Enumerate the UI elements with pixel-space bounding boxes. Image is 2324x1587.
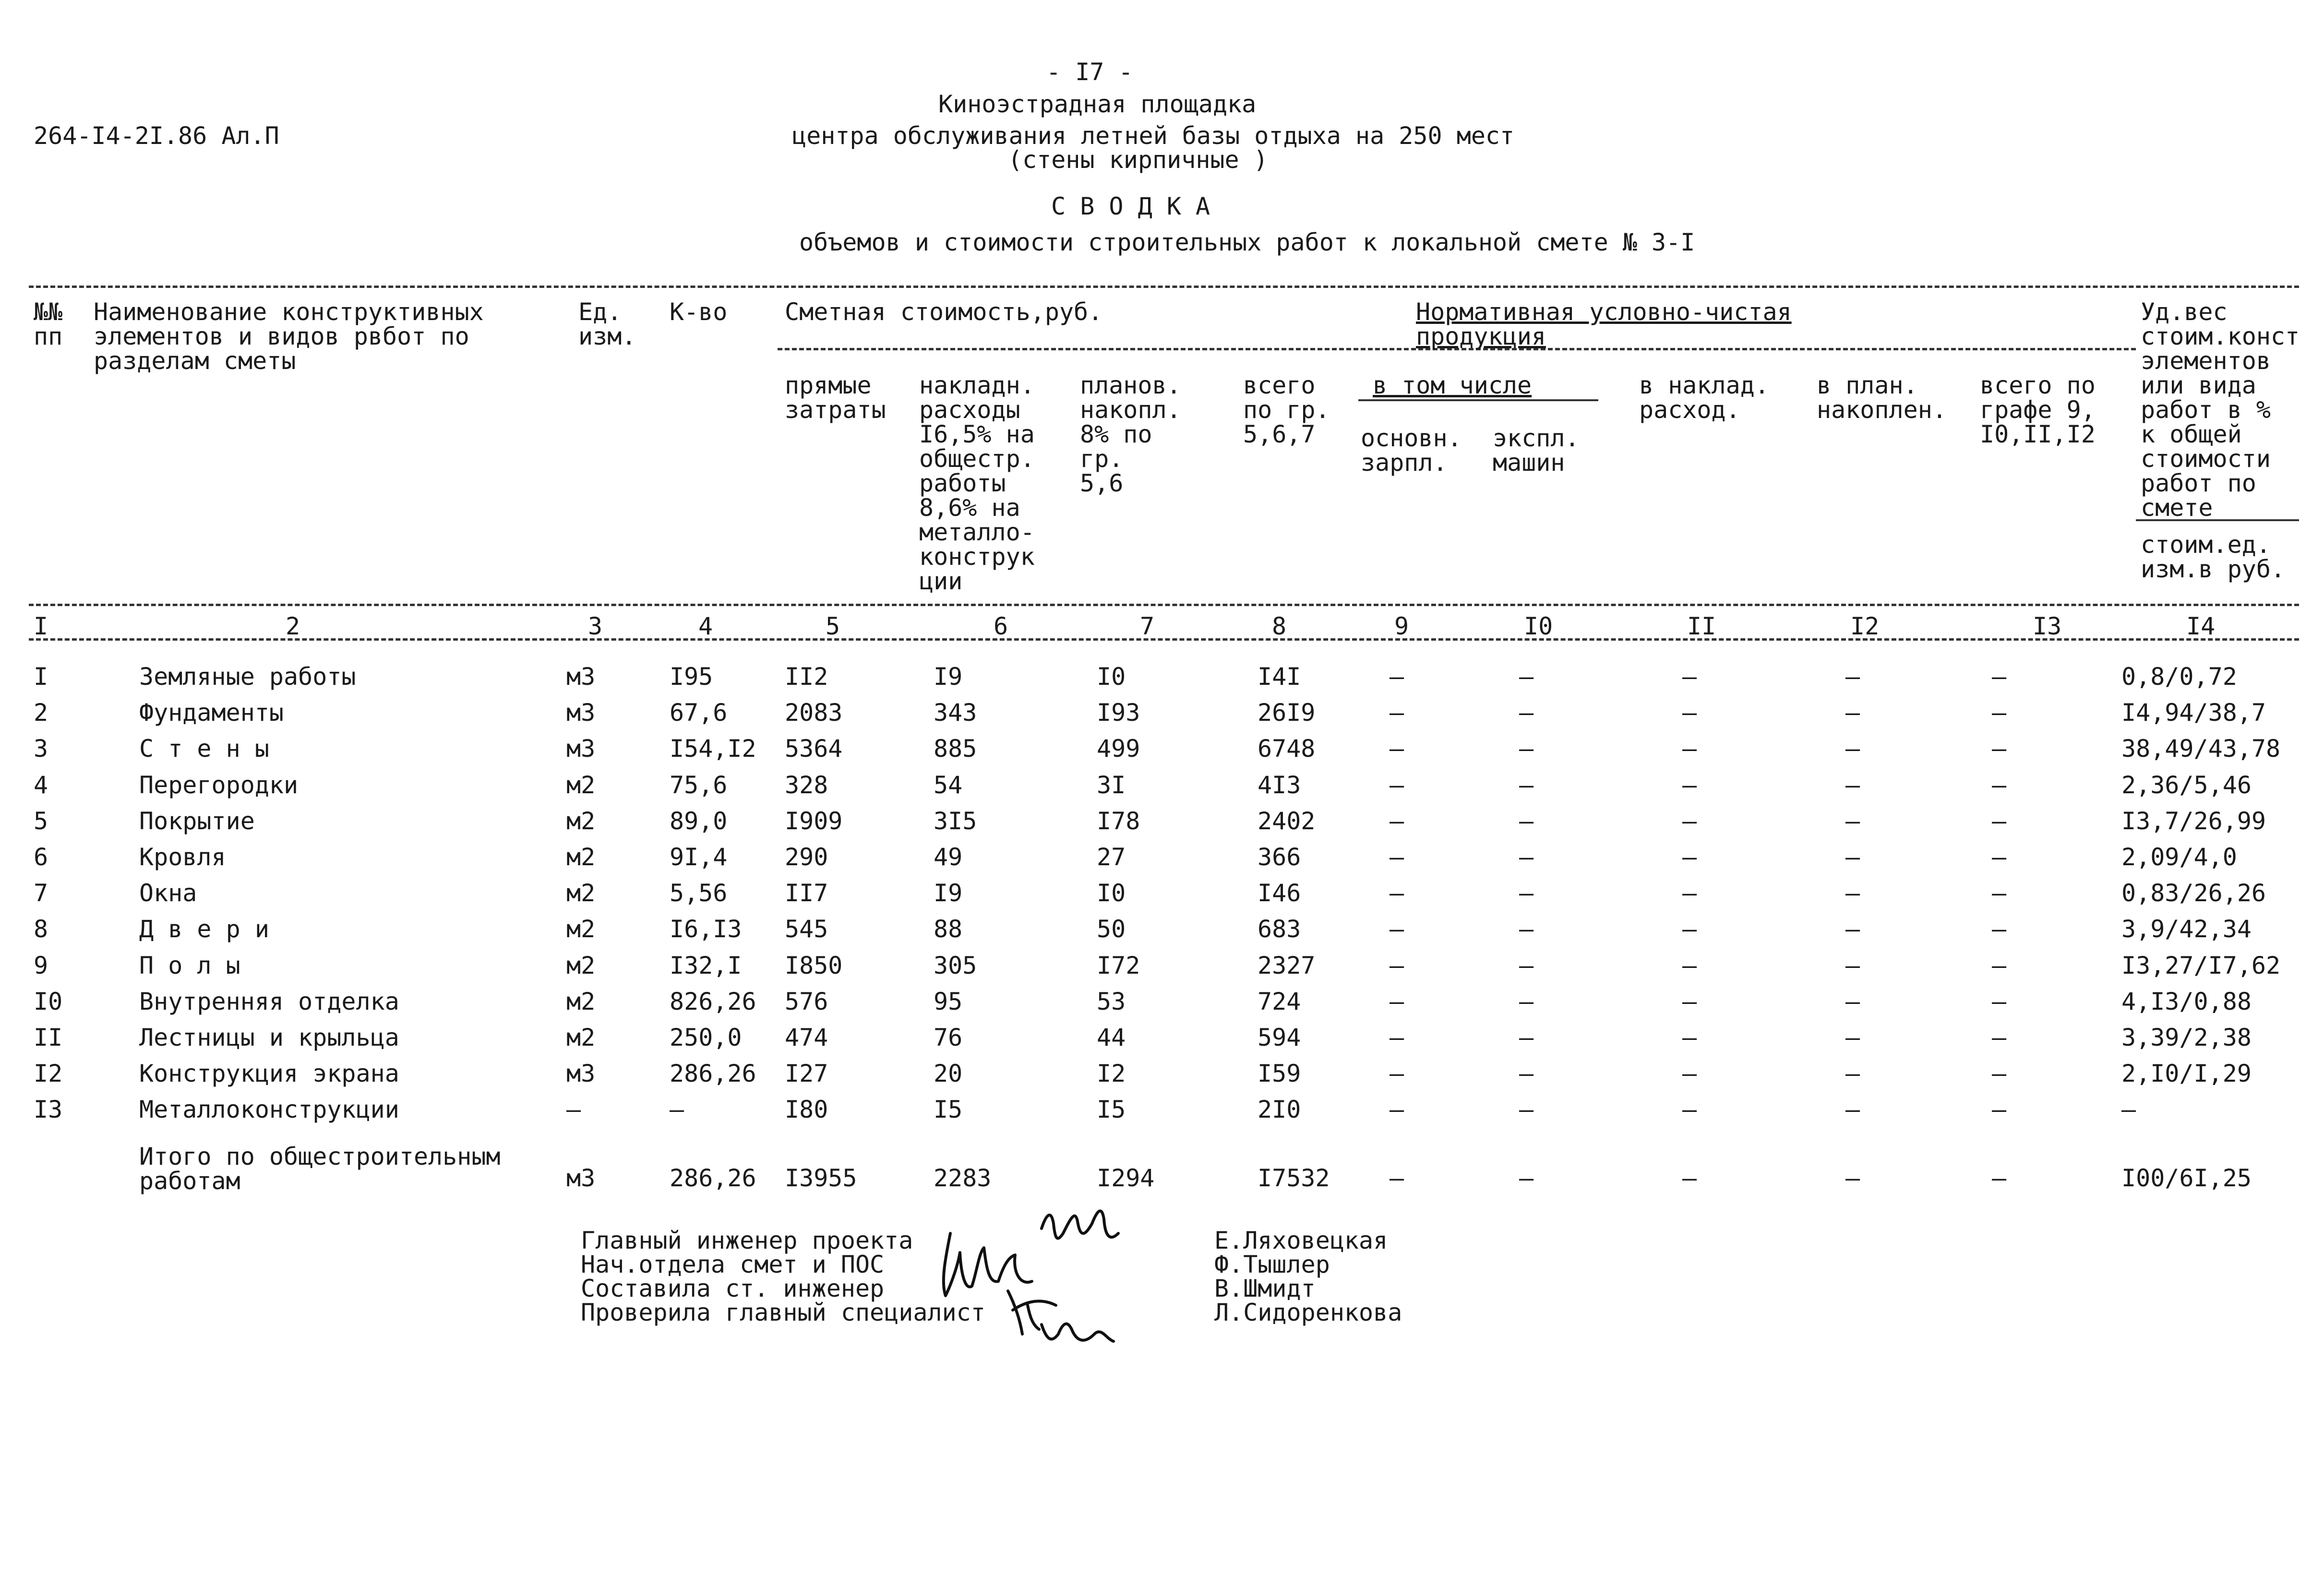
column-number: 4 — [698, 612, 713, 640]
cell-name: Покрытие — [139, 807, 255, 835]
cell-name: Металлоконструкции — [139, 1096, 399, 1124]
cell-name: Земляные работы — [139, 663, 356, 691]
cell-c9: – — [1390, 663, 1404, 691]
cell-overhead: 343 — [934, 699, 977, 727]
cell-direct: I850 — [785, 951, 843, 979]
cell-c10: – — [1519, 843, 1534, 871]
cell-total: 2402 — [1258, 807, 1316, 835]
cell-qty: 67,6 — [670, 699, 728, 727]
cell-direct: 474 — [785, 1024, 828, 1051]
header-total-norm: всего по графе 9, I0,II,I2 — [1980, 371, 2096, 448]
cell-qty: 5,56 — [670, 879, 728, 907]
cell-direct: I80 — [785, 1096, 828, 1124]
cell-unit: м3 — [566, 663, 596, 691]
cell-c9: – — [1390, 1096, 1404, 1124]
cell-c10: – — [1519, 807, 1534, 835]
column-number: 2 — [286, 612, 300, 640]
cell-planned: I78 — [1097, 807, 1140, 835]
cell-c13: – — [1992, 663, 2007, 691]
cell-planned: I72 — [1097, 951, 1140, 979]
cell-c12: – — [1845, 915, 1860, 943]
cell-c11: – — [1682, 951, 1697, 979]
header-share: Уд.вес стоим.конст элементов или вида работ в % к общей стоимости работ по смете — [2141, 298, 2300, 522]
cell-planned: 44 — [1097, 1024, 1126, 1051]
total-row-total: I7532 — [1258, 1164, 1330, 1192]
header-planned-savings: планов. накопл. 8% по гр. 5,6 — [1080, 371, 1181, 497]
cell-c9: – — [1390, 1024, 1404, 1051]
cell-c14: 2,I0/I,29 — [2121, 1060, 2252, 1088]
cell-overhead: 305 — [934, 951, 977, 979]
cell-overhead: I9 — [934, 663, 963, 691]
cell-name: Перегородки — [139, 771, 299, 799]
cell-qty: 75,6 — [670, 771, 728, 799]
header-cost-group: Сметная стоимость,руб. — [785, 298, 1103, 326]
cell-c12: – — [1845, 951, 1860, 979]
cell-c11: – — [1682, 699, 1697, 727]
cell-c10: – — [1519, 735, 1534, 763]
header-unit: Ед. изм. — [578, 298, 636, 350]
cell-unit: м2 — [566, 915, 596, 943]
column-number: I3 — [2033, 612, 2062, 640]
cell-c12: – — [1845, 1096, 1860, 1124]
cell-c11: – — [1682, 663, 1697, 691]
signature-role: Главный инженер проекта — [581, 1227, 913, 1254]
cell-c11: – — [1682, 987, 1697, 1015]
column-number: 3 — [588, 612, 603, 640]
cell-direct: I909 — [785, 807, 843, 835]
cell-c11: – — [1682, 1024, 1697, 1051]
cell-total: 2327 — [1258, 951, 1316, 979]
cell-c13: – — [1992, 1024, 2007, 1051]
cell-c10: – — [1519, 663, 1534, 691]
cell-c13: – — [1992, 771, 2007, 799]
column-number: 6 — [994, 612, 1008, 640]
cell-c9: – — [1390, 987, 1404, 1015]
column-numbers-rule — [29, 638, 2299, 641]
cell-c12: – — [1845, 843, 1860, 871]
cell-name: П о л ы — [139, 951, 240, 979]
total-row-c11: – — [1682, 1164, 1697, 1192]
cell-c9: – — [1390, 699, 1404, 727]
cell-unit: м2 — [566, 987, 596, 1015]
cell-unit: – — [566, 1096, 581, 1124]
cell-c11: – — [1682, 807, 1697, 835]
title-line-1: Киноэстрадная площадка — [938, 90, 1257, 118]
cell-qty: I32,I — [670, 951, 742, 979]
cell-n: 9 — [34, 951, 48, 979]
cell-unit: м2 — [566, 1024, 596, 1051]
cell-planned: 50 — [1097, 915, 1126, 943]
total-row-c13: – — [1992, 1164, 2007, 1192]
cell-c11: – — [1682, 1060, 1697, 1088]
cell-c14: I3,27/I7,62 — [2121, 951, 2281, 979]
cell-c13: – — [1992, 735, 2007, 763]
cell-overhead: I9 — [934, 879, 963, 907]
cell-planned: 499 — [1097, 735, 1140, 763]
column-number: I0 — [1524, 612, 1553, 640]
cell-total: 683 — [1258, 915, 1301, 943]
column-number: 9 — [1394, 612, 1409, 640]
cell-c13: – — [1992, 951, 2007, 979]
cell-c11: – — [1682, 915, 1697, 943]
header-quantity: К-во — [670, 298, 728, 326]
header-total: всего по гр. 5,6,7 — [1243, 371, 1330, 448]
cell-c9: – — [1390, 771, 1404, 799]
cell-overhead: I5 — [934, 1096, 963, 1124]
cell-qty: 250,0 — [670, 1024, 742, 1051]
cell-c9: – — [1390, 807, 1404, 835]
cell-qty: I54,I2 — [670, 735, 756, 763]
cell-unit: м3 — [566, 735, 596, 763]
cell-direct: I27 — [785, 1060, 828, 1088]
cell-overhead: 95 — [934, 987, 963, 1015]
cell-c12: – — [1845, 699, 1860, 727]
document-subheading: объемов и стоимости строительных работ к локальной смете № 3-I — [799, 228, 1695, 256]
signature-name: Ф.Тышлер — [1214, 1251, 1330, 1278]
cell-n: 2 — [34, 699, 48, 727]
cell-c9: – — [1390, 1060, 1404, 1088]
column-number: I4 — [2186, 612, 2216, 640]
cell-direct: 5364 — [785, 735, 843, 763]
cell-c9: – — [1390, 915, 1404, 943]
including-underline — [1358, 399, 1598, 401]
total-row-c12: – — [1845, 1164, 1860, 1192]
signature-role: Проверила главный специалист — [581, 1299, 985, 1326]
cell-n: 3 — [34, 735, 48, 763]
column-number: 5 — [826, 612, 840, 640]
cell-c13: – — [1992, 1096, 2007, 1124]
page-number: - I7 - — [1046, 58, 1133, 86]
cell-name: Кровля — [139, 843, 226, 871]
cell-qty: I95 — [670, 663, 713, 691]
header-including: в том числе — [1373, 371, 1532, 399]
cell-total: I46 — [1258, 879, 1301, 907]
cell-c14: 2,09/4,0 — [2121, 843, 2237, 871]
header-unit-cost: стоим.ед. изм.в руб. — [2141, 531, 2286, 583]
cell-total: 366 — [1258, 843, 1301, 871]
cell-c10: – — [1519, 699, 1534, 727]
signature-name: Е.Ляховецкая — [1214, 1227, 1388, 1254]
cell-c10: – — [1519, 951, 1534, 979]
cell-overhead: 76 — [934, 1024, 963, 1051]
cell-c14: 2,36/5,46 — [2121, 771, 2252, 799]
cell-c14: 38,49/43,78 — [2121, 735, 2281, 763]
cell-planned: I0 — [1097, 663, 1126, 691]
cell-overhead: 885 — [934, 735, 977, 763]
cell-name: Д в е р и — [139, 915, 269, 943]
cell-total: I4I — [1258, 663, 1301, 691]
cell-c12: – — [1845, 879, 1860, 907]
cell-overhead: 49 — [934, 843, 963, 871]
cell-planned: I93 — [1097, 699, 1140, 727]
cell-n: 6 — [34, 843, 48, 871]
cell-overhead: 88 — [934, 915, 963, 943]
cell-c10: – — [1519, 915, 1534, 943]
cell-unit: м2 — [566, 843, 596, 871]
cell-c10: – — [1519, 879, 1534, 907]
cell-c11: – — [1682, 879, 1697, 907]
total-row-c9: – — [1390, 1164, 1404, 1192]
cell-c10: – — [1519, 1024, 1534, 1051]
cell-c13: – — [1992, 915, 2007, 943]
cell-n: II — [34, 1024, 63, 1051]
cell-c10: – — [1519, 1096, 1534, 1124]
header-in-planned: в план. накоплен. — [1817, 371, 1947, 424]
cell-c10: – — [1519, 1060, 1534, 1088]
cell-total: 6748 — [1258, 735, 1316, 763]
cell-name: Окна — [139, 879, 197, 907]
cell-planned: I5 — [1097, 1096, 1126, 1124]
cell-direct: II2 — [785, 663, 828, 691]
column-number: 7 — [1140, 612, 1155, 640]
header-name: Наименование конструктивных элементов и видов рвбот по разделам сметы — [94, 298, 484, 375]
cell-c14: 4,I3/0,88 — [2121, 987, 2252, 1015]
cell-c14: 3,9/42,34 — [2121, 915, 2252, 943]
total-row-quantity: 286,26 — [670, 1164, 756, 1192]
total-row-overhead: 2283 — [934, 1164, 992, 1192]
header-overhead: накладн. расходы I6,5% на общестр. работы 8,6% на металло- конструк ции — [919, 371, 1035, 595]
cell-c13: – — [1992, 987, 2007, 1015]
cell-direct: 290 — [785, 843, 828, 871]
column-number: I — [34, 612, 48, 640]
cell-n: I3 — [34, 1096, 63, 1124]
column-number: II — [1687, 612, 1716, 640]
cell-n: I0 — [34, 987, 63, 1015]
cell-direct: 328 — [785, 771, 828, 799]
cell-n: 4 — [34, 771, 48, 799]
cell-overhead: 3I5 — [934, 807, 977, 835]
header-direct-costs: прямые затраты — [785, 371, 886, 424]
cell-c9: – — [1390, 735, 1404, 763]
cell-direct: 545 — [785, 915, 828, 943]
document-code: 264-I4-2I.86 Ал.П — [34, 122, 279, 150]
cell-c13: – — [1992, 699, 2007, 727]
cell-name: С т е н ы — [139, 735, 269, 763]
cell-unit: м3 — [566, 699, 596, 727]
cell-n: 5 — [34, 807, 48, 835]
signature-name: В.Шмидт — [1214, 1275, 1316, 1302]
cell-c14: 0,83/26,26 — [2121, 879, 2266, 907]
header-bottom-rule — [29, 604, 2299, 606]
cell-qty: I6,I3 — [670, 915, 742, 943]
header-top-rule — [29, 286, 2299, 288]
total-row-planned: I294 — [1097, 1164, 1155, 1192]
cell-c12: – — [1845, 807, 1860, 835]
cell-planned: I0 — [1097, 879, 1126, 907]
column-number: 8 — [1272, 612, 1287, 640]
column-number: I2 — [1850, 612, 1880, 640]
cell-c9: – — [1390, 951, 1404, 979]
title-line-3: (стены кирпичные ) — [1008, 146, 1268, 174]
cell-total: 594 — [1258, 1024, 1301, 1051]
cell-name: Лестницы и крыльца — [139, 1024, 399, 1051]
header-machines: экспл. машин — [1493, 424, 1580, 477]
cell-unit: м2 — [566, 807, 596, 835]
cell-unit: м2 — [566, 771, 596, 799]
cell-qty: 9I,4 — [670, 843, 728, 871]
cell-c9: – — [1390, 879, 1404, 907]
cell-qty: – — [670, 1096, 684, 1124]
cell-unit: м2 — [566, 951, 596, 979]
cell-c10: – — [1519, 771, 1534, 799]
cell-qty: 286,26 — [670, 1060, 756, 1088]
cell-c13: – — [1992, 843, 2007, 871]
cell-c12: – — [1845, 771, 1860, 799]
signature-role: Нач.отдела смет и ПОС — [581, 1251, 885, 1278]
cell-direct: II7 — [785, 879, 828, 907]
cell-total: 26I9 — [1258, 699, 1316, 727]
cell-c12: – — [1845, 1060, 1860, 1088]
cell-planned: 3I — [1097, 771, 1126, 799]
signature-role: Составила ст. инженер — [581, 1275, 885, 1302]
cell-direct: 576 — [785, 987, 828, 1015]
cell-c14: I3,7/26,99 — [2121, 807, 2266, 835]
cell-c10: – — [1519, 987, 1534, 1015]
signature-name: Л.Сидоренкова — [1214, 1299, 1402, 1326]
cell-direct: 2083 — [785, 699, 843, 727]
total-row-c14: I00/6I,25 — [2121, 1164, 2252, 1192]
cell-c11: – — [1682, 771, 1697, 799]
header-number: №№ пп — [34, 298, 63, 350]
cell-total: 4I3 — [1258, 771, 1301, 799]
handwritten-signatures — [931, 1195, 1200, 1348]
document-heading: С В О Д К А — [1051, 192, 1210, 220]
cell-name: Внутренняя отделка — [139, 987, 399, 1015]
cell-c13: – — [1992, 879, 2007, 907]
cell-total: I59 — [1258, 1060, 1301, 1088]
cell-c14: – — [2121, 1096, 2136, 1124]
cell-n: I2 — [34, 1060, 63, 1088]
header-in-overhead: в наклад. расход. — [1639, 371, 1769, 424]
header-wages: основн. зарпл. — [1361, 424, 1462, 477]
total-row-direct: I3955 — [785, 1164, 857, 1192]
cell-c12: – — [1845, 735, 1860, 763]
cell-total: 2I0 — [1258, 1096, 1301, 1124]
cell-c14: I4,94/38,7 — [2121, 699, 2266, 727]
cell-c14: 3,39/2,38 — [2121, 1024, 2252, 1051]
cell-qty: 89,0 — [670, 807, 728, 835]
total-row-name: Итого по общестроительным работам — [139, 1143, 501, 1195]
cell-overhead: 20 — [934, 1060, 963, 1088]
total-row-unit: м3 — [566, 1164, 596, 1192]
cell-overhead: 54 — [934, 771, 963, 799]
cell-c13: – — [1992, 1060, 2007, 1088]
cell-n: 7 — [34, 879, 48, 907]
cell-c12: – — [1845, 987, 1860, 1015]
cell-c11: – — [1682, 735, 1697, 763]
cell-planned: I2 — [1097, 1060, 1126, 1088]
cell-c12: – — [1845, 1024, 1860, 1051]
cell-c13: – — [1992, 807, 2007, 835]
cell-unit: м3 — [566, 1060, 596, 1088]
cell-c12: – — [1845, 663, 1860, 691]
total-row-c10: – — [1519, 1164, 1534, 1192]
cell-planned: 27 — [1097, 843, 1126, 871]
cell-unit: м2 — [566, 879, 596, 907]
title-line-2: центра обслуживания летней базы отдыха на 250 мест — [792, 122, 1515, 150]
cell-c14: 0,8/0,72 — [2121, 663, 2237, 691]
cell-name: Фундаменты — [139, 699, 284, 727]
cell-n: I — [34, 663, 48, 691]
cell-c11: – — [1682, 1096, 1697, 1124]
cell-c11: – — [1682, 843, 1697, 871]
header-norm-group: Нормативная условно-чистая продукция — [1416, 298, 1792, 350]
cell-total: 724 — [1258, 987, 1301, 1015]
cell-name: Конструкция экрана — [139, 1060, 399, 1088]
cell-planned: 53 — [1097, 987, 1126, 1015]
cell-qty: 826,26 — [670, 987, 756, 1015]
cell-n: 8 — [34, 915, 48, 943]
cell-c9: – — [1390, 843, 1404, 871]
